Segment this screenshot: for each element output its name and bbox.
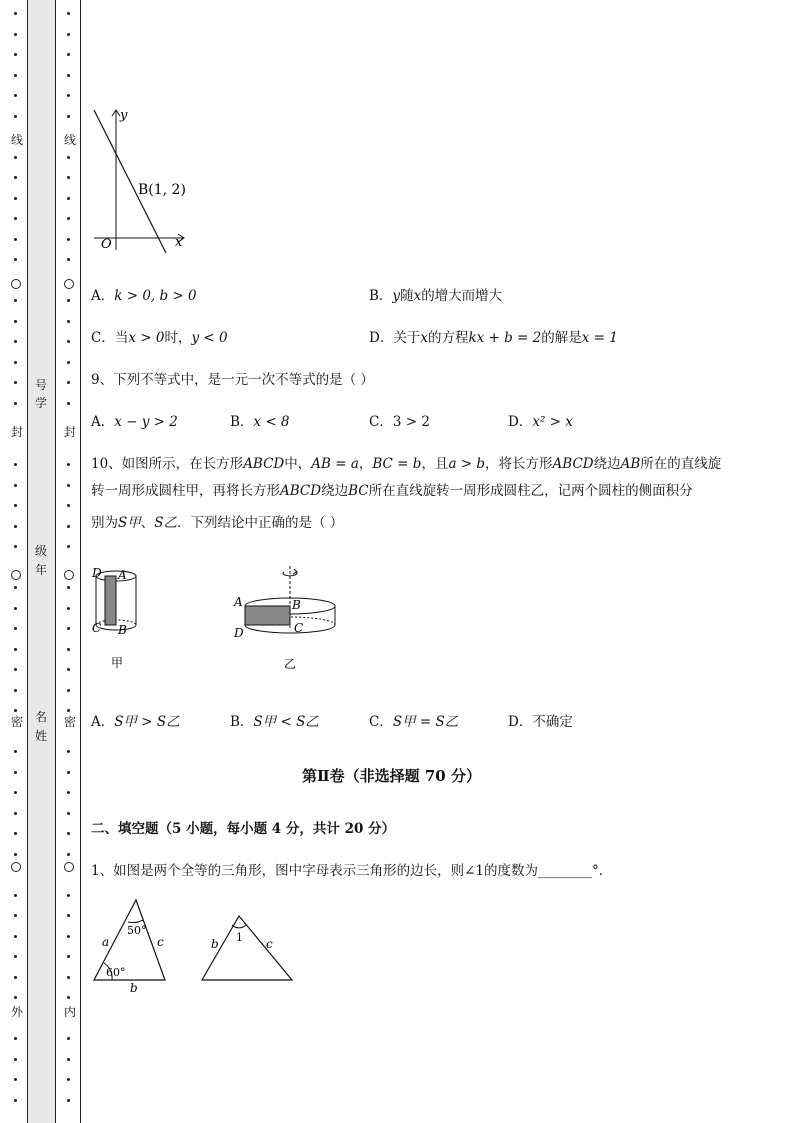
binding-dot [67,217,70,220]
q8-option-b: B．y随x的增大而增大 [369,288,503,304]
tri1-side-a: a [102,935,110,949]
field-student-id-2: 学 [34,396,47,410]
q10-stem-line1: 10、如图所示，在长方形ABCD中，AB = a，BC = b，且a > b，将长方形ABCD绕边AB所在的直线旋 [91,456,722,472]
q10-option-b: B．S甲 < S乙 [230,714,319,730]
q8-y-label: y [120,108,128,123]
tri2-angle-1: 1 [236,931,243,944]
q10-option-a: A．S甲 > S乙 [91,714,180,730]
inner-mark-nei: 内 [63,1005,76,1019]
binding-dot [67,1099,70,1102]
q9-option-c: C．3 > 2 [369,414,430,430]
binding-dot [14,627,17,630]
inner-dotted-line [62,0,76,1123]
binding-dot [67,955,70,958]
binding-dot [14,832,17,835]
jia-label-d: D [92,566,102,580]
binding-dot [14,914,17,917]
binding-dot [67,74,70,77]
binding-dot [67,791,70,794]
q10-option-c: C．S甲 = S乙 [369,714,459,730]
binding-dot [14,791,17,794]
binding-dot [67,12,70,15]
q8-option-a: A．k > 0, b > 0 [91,288,197,304]
binding-dot [14,115,17,118]
binding-dot [67,750,70,753]
fill1-triangle-2 [198,910,298,990]
jia-label-b: B [118,623,127,637]
field-name-2: 姓 [34,729,47,743]
binding-dot [14,709,17,712]
binding-dot [67,33,70,36]
jia-label-a: A [118,568,127,582]
q8-line-graph [88,105,198,255]
binding-dot [14,12,17,15]
fill1-triangle-1 [88,895,178,995]
tri1-side-b: b [130,981,138,995]
binding-dot [67,197,70,200]
q8-x-label: x [175,235,183,250]
binding-dot [67,935,70,938]
q9-option-d: D．x² > x [508,414,573,430]
q8-origin-label: O [101,237,112,252]
binding-dot [14,197,17,200]
q8-point-label: B(1, 2) [138,182,186,198]
binding-dot [14,648,17,651]
binding-dot [14,361,17,364]
outer-mark-feng: 封 [10,425,23,439]
binding-dot [67,94,70,97]
q10-stem-line2: 转一周形成圆柱甲，再将长方形ABCD绕边BC所在直线旋转一周形成圆柱乙，记两个圆柱的侧面积分 [91,483,693,499]
binding-dot [67,176,70,179]
q10-cylinder-jia [88,562,158,674]
binding-dot [67,545,70,548]
binding-dot [14,1078,17,1081]
binding-dot [67,340,70,343]
binding-dot [67,914,70,917]
inner-mark-xian: 线 [63,133,76,147]
binding-dot [67,484,70,487]
binding-dot [67,320,70,323]
section-fill-in-header: 二、填空题（5 小题，每小题 4 分，共计 20 分） [91,821,396,837]
outer-circle-3 [11,862,21,872]
yi-label-c: C [294,621,304,635]
binding-dot [14,1037,17,1040]
binding-dot [14,976,17,979]
outer-circle-1 [11,279,21,289]
binding-dot [14,156,17,159]
q9-stem: 9、下列不等式中，是一元一次不等式的是（ ） [91,372,374,388]
binding-dot [14,1099,17,1102]
binding-dot [67,299,70,302]
field-grade-1: 级 [34,544,47,558]
binding-dot [67,525,70,528]
binding-dot [14,238,17,241]
binding-dot [14,258,17,261]
binding-dot [14,668,17,671]
inner-mark-feng: 封 [63,425,76,439]
q8-option-d: D．关于x的方程kx + b = 2的解是x = 1 [369,330,618,346]
outer-mark-wai: 外 [10,1005,23,1019]
binding-dot [14,812,17,815]
binding-dot [14,402,17,405]
yi-label-d: D [234,626,244,640]
binding-dot [67,668,70,671]
binding-dot [67,1078,70,1081]
binding-dot [14,299,17,302]
binding-dot [67,832,70,835]
yi-caption: 乙 [283,657,297,671]
binding-dot [67,607,70,610]
outer-dotted-line [9,0,23,1123]
outer-mark-mi: 密 [10,715,23,729]
binding-dot [67,156,70,159]
binding-dot [14,996,17,999]
q10-option-d: D．不确定 [508,714,573,730]
binding-dot [67,53,70,56]
binding-dot [67,402,70,405]
binding-dot [67,1058,70,1061]
binding-dot [67,853,70,856]
binding-dot [67,689,70,692]
yi-label-b: B [292,598,301,612]
binding-dot [14,217,17,220]
binding-dot [67,258,70,261]
binding-dot [67,115,70,118]
binding-dot [14,320,17,323]
binding-dot [14,853,17,856]
binding-dot [14,176,17,179]
q10-cylinder-yi [228,562,348,674]
inner-mark-mi: 密 [63,715,76,729]
binding-dot [67,504,70,507]
q9-option-b: B．x < 8 [230,414,290,430]
binding-dot [14,504,17,507]
binding-dot [14,689,17,692]
field-grade-2: 年 [34,563,47,577]
fill1-stem: 1、如图是两个全等的三角形，图中字母表示三角形的边长，则∠1的度数为________°． [91,863,613,879]
binding-dot [67,627,70,630]
binding-dot [14,53,17,56]
binding-dot [14,74,17,77]
binding-dot [14,894,17,897]
binding-inner-line [80,0,81,1123]
binding-dot [14,586,17,589]
inner-circle-1 [64,279,74,289]
outer-mark-xian: 线 [10,133,23,147]
jia-label-c: C [92,621,102,635]
binding-dot [67,894,70,897]
outer-circle-2 [11,570,21,580]
binding-dot [14,33,17,36]
q10-stem-line3: 别为S甲、S乙．下列结论中正确的是（ ） [91,515,344,531]
field-name-1: 名 [34,710,47,724]
binding-dot [67,361,70,364]
q8-option-c: C．当x > 0时，y < 0 [91,330,228,346]
tri1-angle-left: 60° [106,966,126,979]
binding-dot [67,709,70,712]
tri2-side-b: b [211,937,219,951]
tri1-side-c: c [157,935,164,949]
binding-dot [14,484,17,487]
binding-dot [14,771,17,774]
binding-dot [14,935,17,938]
binding-dot [14,545,17,548]
inner-circle-3 [64,862,74,872]
binding-dot [67,238,70,241]
binding-dot [67,586,70,589]
tri2-side-c: c [266,937,273,951]
tri1-angle-top: 50° [127,924,147,937]
binding-dot [67,463,70,466]
binding-dot [14,525,17,528]
yi-label-a: A [234,595,243,609]
binding-dot [14,381,17,384]
binding-dot [14,750,17,753]
binding-dot [67,771,70,774]
jia-caption: 甲 [110,656,124,670]
binding-dot [67,976,70,979]
binding-dot [67,648,70,651]
field-student-id-1: 号 [34,378,47,392]
binding-dot [67,996,70,999]
part2-title: 第Ⅱ卷（非选择题 70 分） [302,767,481,785]
binding-dot [67,1037,70,1040]
binding-dot [14,340,17,343]
binding-dot [67,381,70,384]
binding-dot [14,607,17,610]
binding-dot [14,1058,17,1061]
binding-dot [14,955,17,958]
q9-option-a: A．x − y > 2 [91,414,178,430]
inner-circle-2 [64,570,74,580]
binding-dot [67,812,70,815]
binding-dot [14,463,17,466]
binding-dot [14,94,17,97]
